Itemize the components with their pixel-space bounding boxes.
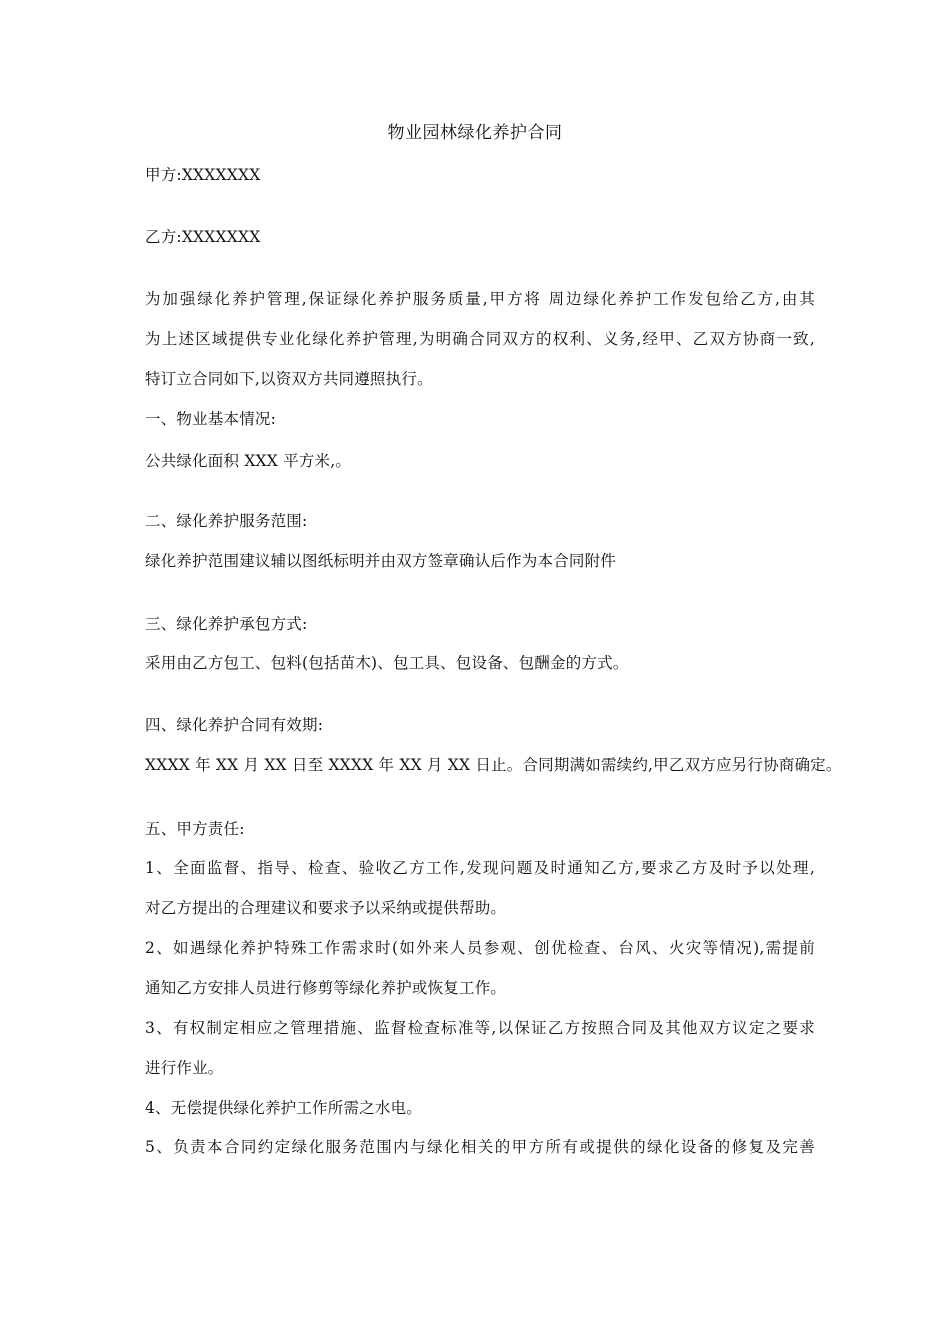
section-3-body: 采用由乙方包工、包料(包括苗木)、包工具、包设备、包酬金的方式。 [145,654,629,672]
section-5-item-line: 进行作业。 [145,1059,224,1077]
intro-line-1: 为加强绿化养护管理,保证绿化养护服务质量,甲方将 周边绿化养护工作发包给乙方,由其 [145,290,815,308]
section-5-item-line: 3、有权制定相应之管理措施、监督检查标准等,以保证乙方按照合同及其他双方议定之要求 [145,1019,815,1037]
section-1-heading: 一、物业基本情况: [145,410,277,428]
document-title: 物业园林绿化养护合同 [387,123,563,143]
intro-line-3: 特订立合同如下,以资双方共同遵照执行。 [145,370,433,388]
intro-line-2: 为上述区域提供专业化绿化养护管理,为明确合同双方的权利、义务,经甲、乙双方协商一致, [145,330,815,348]
section-5-item-line: 2、如遇绿化养护特殊工作需求时(如外来人员参观、创优检查、台风、火灾等情况),需提前 [145,939,815,957]
section-5-item-line: 通知乙方安排人员进行修剪等绿化养护或恢复工作。 [145,979,507,997]
party-b: 乙方:XXXXXXX [145,228,261,246]
section-4-body: XXXX 年 XX 月 XX 日至 XXXX 年 XX 月 XX 日止。合同期满如需续约,甲乙双方应另行协商确定。 [145,756,842,774]
section-5-item-line: 对乙方提出的合理建议和要求予以采纳或提供帮助。 [145,899,507,917]
section-5-item-line: 5、负责本合同约定绿化服务范围内与绿化相关的甲方所有或提供的绿化设备的修复及完善 [145,1138,815,1156]
section-5-item-line: 1、全面监督、指导、检查、验收乙方工作,发现问题及时通知乙方,要求乙方及时予以处理, [145,859,815,877]
section-3-heading: 三、绿化养护承包方式: [145,615,308,633]
party-a: 甲方:XXXXXXX [145,166,261,184]
section-5-item-line: 4、无偿提供绿化养护工作所需之水电。 [145,1099,422,1117]
section-1-body: 公共绿化面积 XXX 平方米,。 [145,452,352,470]
section-5-heading: 五、甲方责任: [145,820,245,838]
section-4-heading: 四、绿化养护合同有效期: [145,716,324,734]
section-2-body: 绿化养护范围建议辅以图纸标明并由双方签章确认后作为本合同附件 [145,552,617,570]
section-2-heading: 二、绿化养护服务范围: [145,512,308,530]
